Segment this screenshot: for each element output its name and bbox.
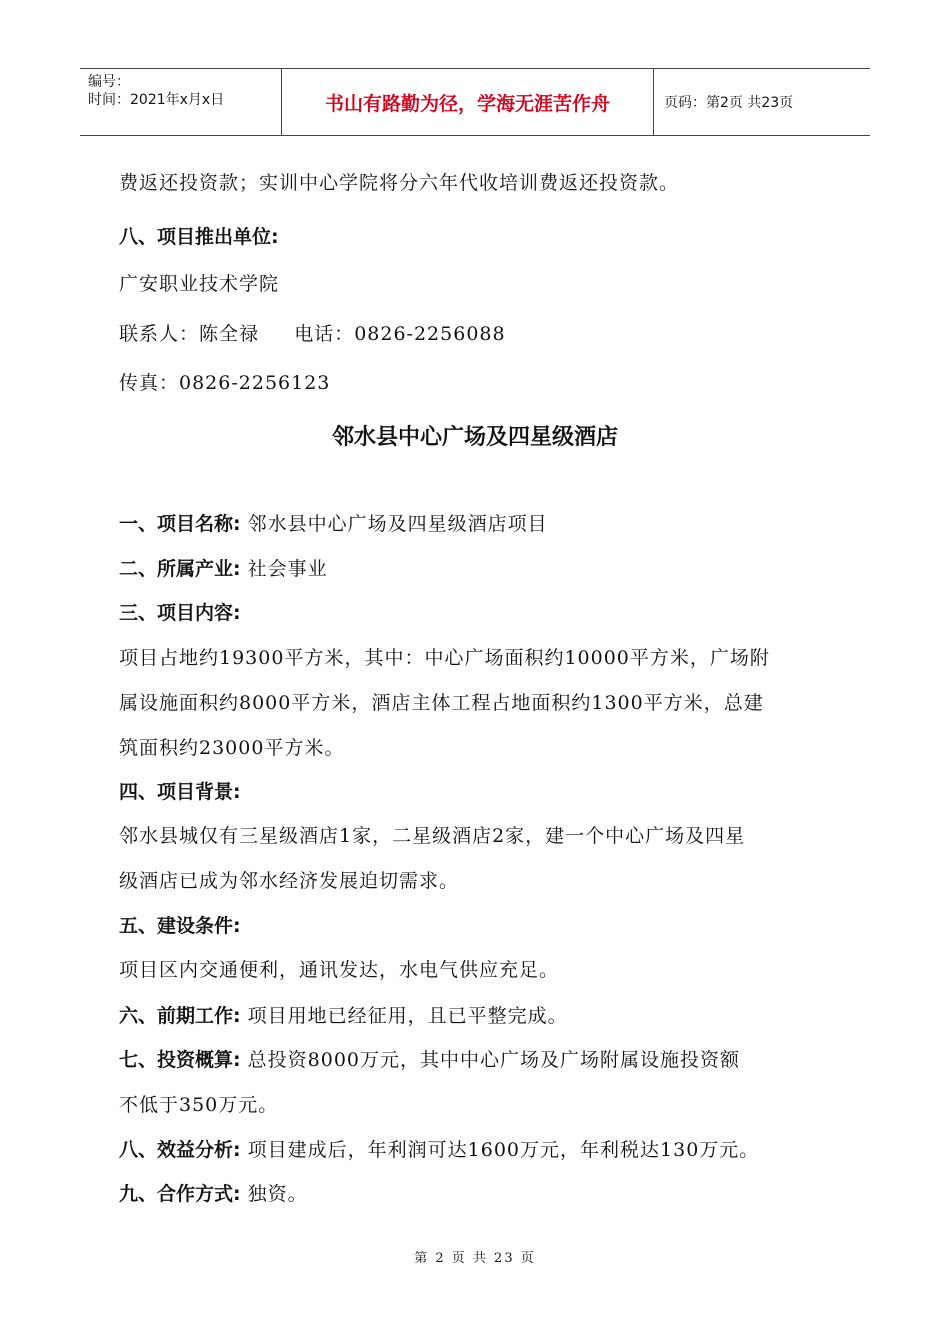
section-value: 项目建成后，年利润可达1600万元，年利税达130万元。 (247, 1139, 760, 1161)
paragraph-line: 不低于350万元。 (119, 1094, 279, 1116)
section-value: 独资。 (247, 1183, 308, 1205)
section-label: 九、合作方式: (119, 1183, 241, 1205)
paragraph-line: 项目区内交通便利，通讯发达，水电气供应充足。 (119, 959, 560, 981)
section-heading: 三、项目内容: (119, 602, 241, 624)
section-2 (119, 556, 328, 582)
paragraph-line: 广安职业技术学院 (119, 273, 280, 295)
section-value: 项目用地已经征用，且已平整完成。 (247, 1005, 568, 1027)
paragraph-line: 属设施面积约8000平方米，酒店主体工程占地面积约1300平方米，总建 (119, 692, 764, 714)
section-8 (119, 1137, 759, 1163)
number-label: 编号： (88, 74, 130, 90)
section-label: 八、效益分析: (119, 1139, 241, 1161)
section-value: 总投资8000万元，其中中心广场及广场附属设施投资额 (247, 1049, 741, 1071)
section-7 (119, 1047, 740, 1073)
section-heading: 四、项目背景: (119, 781, 241, 803)
paragraph-line: 费返还投资款；实训中心学院将分六年代收培训费返还投资款。 (119, 172, 680, 194)
section-9 (119, 1181, 308, 1207)
paragraph-line: 项目占地约19300平方米，其中：中心广场面积约10000平方米，广场附 (119, 647, 770, 669)
paragraph-line: 邻水县城仅有三星级酒店1家，二星级酒店2家，建一个中心广场及四星 (119, 825, 746, 847)
section-label: 六、前期工作: (119, 1005, 241, 1027)
date-label: 时间：2021年x月x日 (88, 92, 225, 108)
page-header (80, 68, 870, 136)
paragraph-line: 级酒店已成为邻水经济发展迫切需求。 (119, 870, 460, 892)
page-footer: 第 2 页 共 23 页 (414, 1251, 536, 1266)
section-label: 一、项目名称: (119, 513, 241, 535)
section-label: 二、所属产业: (119, 558, 241, 580)
section-1 (119, 511, 548, 537)
contact-line: 联系人：陈全禄 电话：0826-2256088 (119, 323, 506, 345)
header-motto: 书山有路勤为径，学海无涯苦作舟 (282, 69, 654, 135)
fax-line: 传真：0826-2256123 (119, 372, 331, 394)
section-label: 七、投资概算: (119, 1049, 241, 1071)
project-title: 邻水县中心广场及四星级酒店 (331, 425, 618, 450)
section-heading: 五、建设条件: (119, 915, 241, 937)
section-value: 社会事业 (247, 558, 328, 580)
section-value: 邻水县中心广场及四星级酒店项目 (247, 513, 548, 535)
header-meta (80, 69, 282, 135)
section-6 (119, 1003, 568, 1029)
header-page-info: 页码：第2页 共23页 (664, 95, 794, 111)
paragraph-line: 筑面积约23000平方米。 (119, 737, 345, 759)
section-heading: 八、项目推出单位: (119, 226, 279, 248)
